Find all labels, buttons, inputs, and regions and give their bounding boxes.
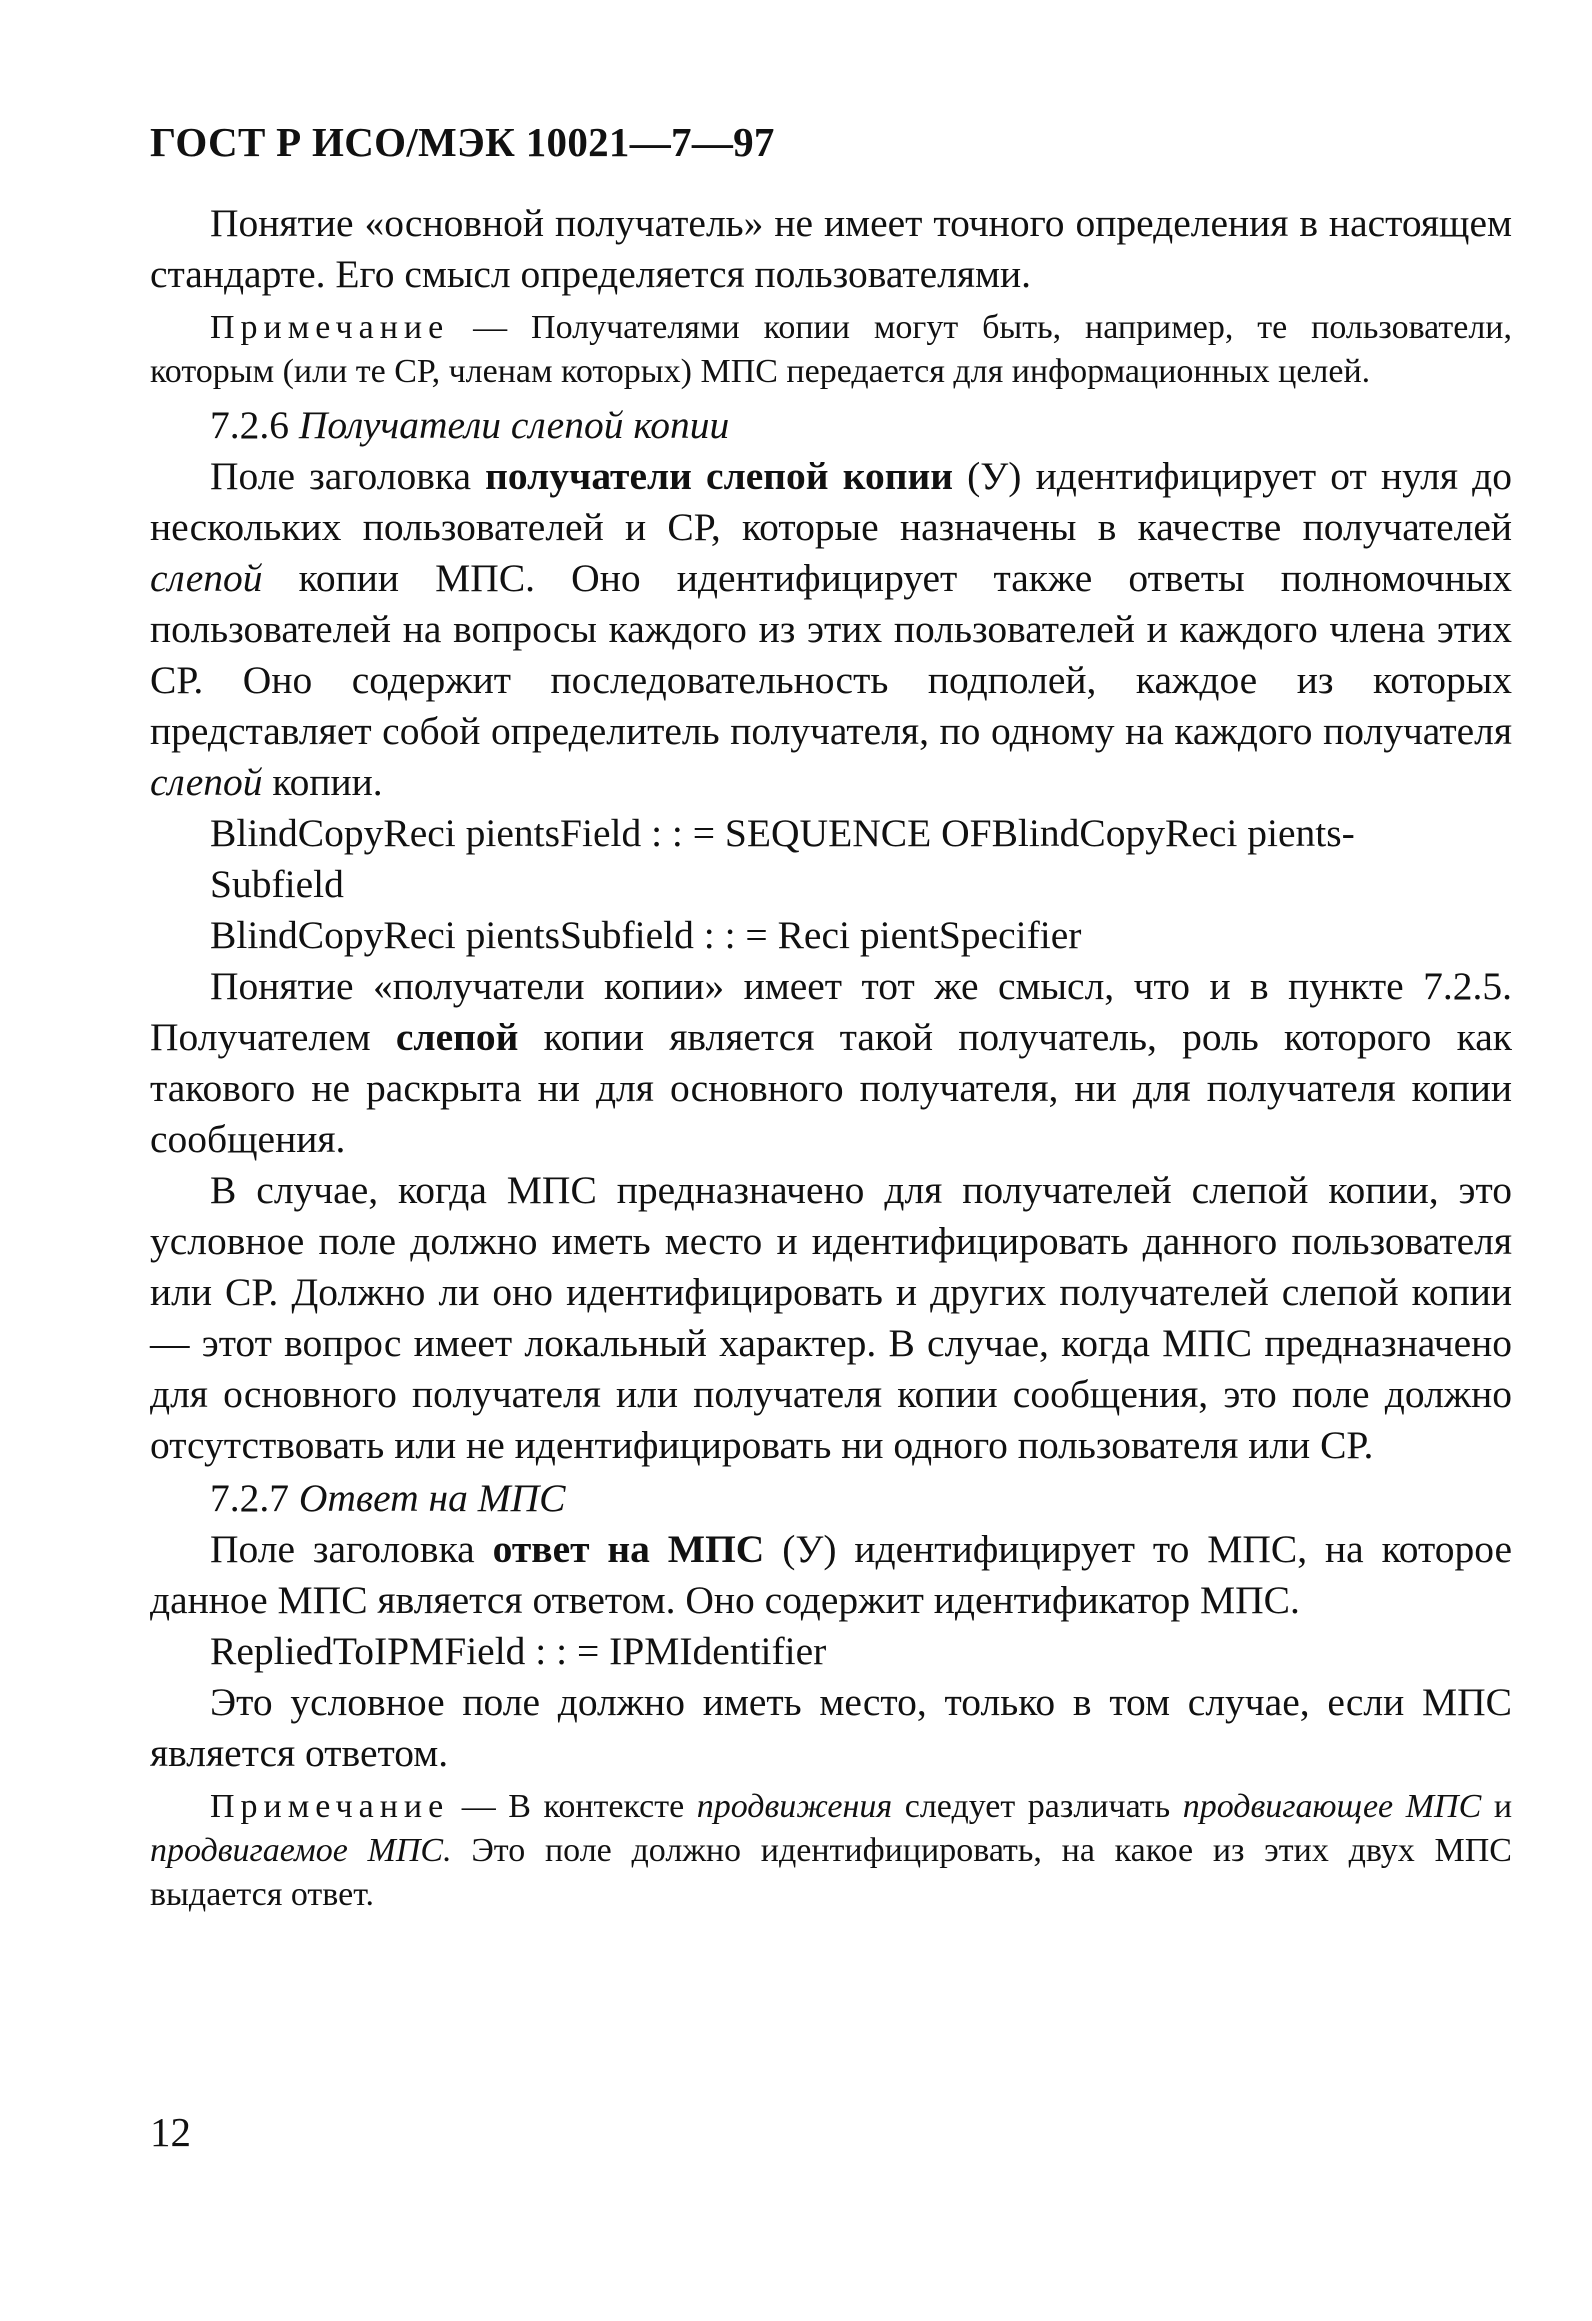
emphasis-italic: продвижения bbox=[696, 1788, 893, 1825]
text-run: копии. bbox=[262, 760, 383, 804]
section-heading-7-2-7 bbox=[150, 1473, 1512, 1524]
emphasis-bold: слепой bbox=[395, 1015, 519, 1059]
page-number: 12 bbox=[150, 2109, 191, 2155]
text-run: копии является такой получатель, роль которого как такового не раскрыта ни для основного получателя, ни для получателя копии сообщения. bbox=[150, 1015, 1512, 1161]
field-name-bold: получатели слепой копии bbox=[485, 454, 953, 498]
document-body bbox=[150, 198, 1512, 1923]
paragraph-conditional-field: Это условное поле должно иметь место, только в том случае, если МПС является ответом. bbox=[150, 1680, 1512, 1775]
code-definition-blind-copy-subfield: BlindCopyReci pientsSubfield : : = Reci pientSpecifier bbox=[210, 913, 1082, 957]
code-definition-replied-to: RepliedToIPMField : : = IPMIdentifier bbox=[210, 1629, 827, 1673]
code-definition-continuation: Subfield bbox=[210, 862, 344, 906]
text-run: Поле заголовка bbox=[210, 454, 486, 498]
section-title: Получатели слепой копии bbox=[298, 403, 730, 447]
emphasis-italic: слепой bbox=[150, 556, 263, 600]
text-run: (У) идентифицирует от нуля до нескольких пользователей и СР, которые назначены в качестве получателей bbox=[150, 454, 1512, 549]
note-text: — Получателями копии могут быть, например, те пользователи, которым (или те СР, членам которых) МПС передается для информационных целей. bbox=[150, 309, 1512, 390]
section-number: 7.2.6 bbox=[210, 403, 299, 447]
text-run: Поле заголовка bbox=[210, 1527, 493, 1571]
text-run: Это поле должно идентифицировать, на какое из этих двух МПС выдается ответ. bbox=[150, 1832, 1512, 1913]
emphasis-italic: продвигаемое МПС. bbox=[150, 1832, 452, 1869]
note-forwarding bbox=[150, 1785, 1512, 1917]
text-run: (У) идентифицирует то МПС, на которое данное МПС является ответом. Оно содержит идентификатор МПС. bbox=[150, 1527, 1512, 1622]
emphasis-italic: продвигающее МПС bbox=[1182, 1788, 1482, 1825]
text-run: Понятие «получатели копии» имеет тот же смысл, что и в пункте 7.2.5. Получателем bbox=[150, 964, 1512, 1059]
note-label: Примечание bbox=[210, 1788, 450, 1825]
note-label: Примечание bbox=[210, 309, 450, 346]
code-line: BlindCopyReci pientsField : : = SEQUENCE OFBlindCopyReci pients- bbox=[210, 811, 1355, 855]
emphasis-italic: слепой bbox=[150, 760, 263, 804]
code-definition-blind-copy-field bbox=[150, 808, 1512, 859]
paragraph-copy-recipients-meaning bbox=[150, 961, 1512, 1165]
section-number: 7.2.7 bbox=[210, 1476, 299, 1520]
text-run: и bbox=[1481, 1788, 1513, 1825]
note-copy-recipients bbox=[150, 306, 1512, 394]
section-heading-7-2-6 bbox=[150, 400, 1512, 451]
paragraph-main-recipient: Понятие «основной получатель» не имеет точного определения в настоящем стандарте. Его смысл определяется пользователями. bbox=[150, 201, 1512, 296]
text-run: копии МПС. Оно идентифицирует также ответы полномочных пользователей на вопросы каждого из этих пользователей и каждого члена этих СР. Оно содержит последовательность подполей, каждое из которых представляет собой определитель получателя, по одному на каждого получателя bbox=[150, 556, 1512, 753]
field-name-bold: ответ на МПС bbox=[492, 1527, 765, 1571]
section-title: Ответ на МПС bbox=[298, 1476, 566, 1520]
paragraph-replied-to-field bbox=[150, 1524, 1512, 1626]
text-run: — В контексте bbox=[449, 1788, 697, 1825]
document-header: ГОСТ Р ИСО/МЭК 10021—7—97 bbox=[150, 119, 775, 165]
text-run: следует различать bbox=[892, 1788, 1183, 1825]
paragraph-blind-copy-case: В случае, когда МПС предназначено для получателей слепой копии, это условное поле должно иметь место и идентифицировать данного пользователя или СР. Должно ли оно идентифицировать и других получателей слепой копии — этот вопрос имеет локальный характер. В случае, когда МПС предназначено для основного получателя или получателя копии сообщения, это поле должно отсутствовать или не идентифицировать ни одного пользователя или СР. bbox=[150, 1168, 1512, 1467]
paragraph-blind-copy-field bbox=[150, 451, 1512, 808]
